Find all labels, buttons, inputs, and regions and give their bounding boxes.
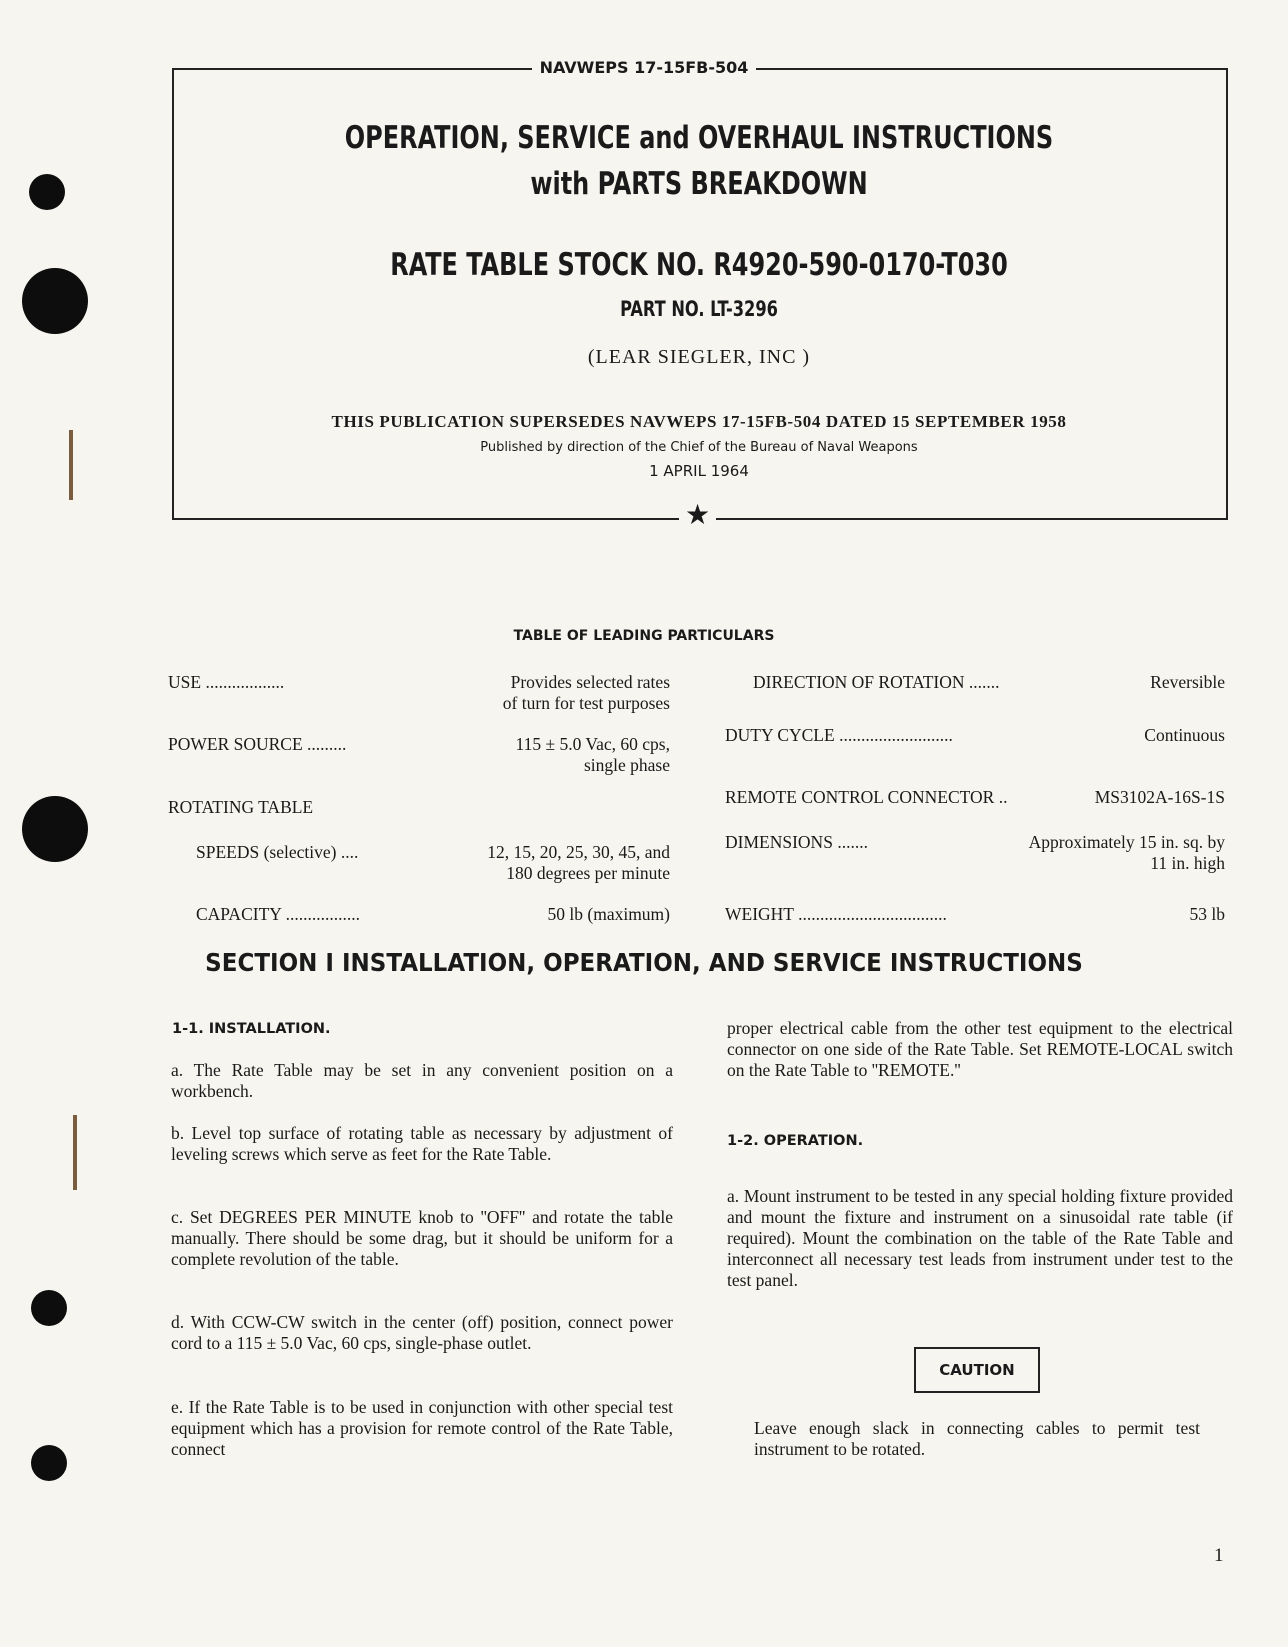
- power-value-2: single phase: [583, 755, 670, 775]
- caution-text: Leave enough slack in connecting cables to permit test instrument to be rotated.: [754, 1418, 1200, 1459]
- binder-hole-1: [29, 174, 65, 210]
- header-box-right: [1226, 68, 1228, 520]
- direction-label: DIRECTION OF ROTATION .......: [753, 672, 1000, 692]
- star-icon: ★: [679, 502, 716, 530]
- capacity-value: 50 lb (maximum): [547, 904, 670, 924]
- direction-value: Reversible: [1150, 672, 1225, 692]
- power-value-1: 115 ± 5.0 Vac, 60 cps,: [515, 734, 670, 754]
- use-label: USE ..................: [168, 672, 285, 692]
- operation-para-a: a. Mount instrument to be tested in any special holding fixture provided and mount the fixture and instrument on a sinusoidal rate table (if required). Mount the combination on the table of the Rate Table and interconnect all necessary test leads from instrument under test to the test panel.: [727, 1186, 1233, 1290]
- title-stock-number: RATE TABLE STOCK NO. R4920-590-0170-T030: [390, 247, 1008, 283]
- speeds-label: SPEEDS (selective) ....: [196, 842, 359, 862]
- operation-heading: 1-2. OPERATION.: [727, 1133, 864, 1149]
- binder-hole-4: [31, 1290, 67, 1326]
- duty-label: DUTY CYCLE ..........................: [725, 725, 953, 745]
- published-by: Published by direction of the Chief of the Bureau of Naval Weapons: [480, 440, 918, 455]
- binder-hole-2: [22, 268, 88, 334]
- capacity-label: CAPACITY .................: [196, 904, 361, 924]
- document-number: NAVWEPS 17-15FB-504: [0, 58, 1288, 77]
- use-value-2: of turn for test purposes: [502, 693, 670, 713]
- installation-heading: 1-1. INSTALLATION.: [172, 1021, 331, 1037]
- duty-value: Continuous: [1144, 725, 1225, 745]
- speeds-value-1: 12, 15, 20, 25, 30, 45, and: [487, 842, 670, 862]
- supersedes-notice: THIS PUBLICATION SUPERSEDES NAVWEPS 17-15FB-504 DATED 15 SEPTEMBER 1958: [331, 412, 1067, 431]
- binder-hole-3: [22, 796, 88, 862]
- particulars-title: TABLE OF LEADING PARTICULARS: [513, 628, 775, 644]
- installation-para-d: d. With CCW-CW switch in the center (off) position, connect power cord to a 115 ± 5.0 Vac, 60 cps, single-phase outlet.: [171, 1312, 673, 1353]
- publication-date: 1 APRIL 1964: [649, 462, 749, 480]
- section-title: SECTION I INSTALLATION, OPERATION, AND SERVICE INSTRUCTIONS: [205, 948, 1083, 977]
- page-number: 1: [1214, 1545, 1224, 1566]
- title-line-2: with PARTS BREAKDOWN: [530, 166, 868, 202]
- caution-box: CAUTION: [914, 1347, 1040, 1393]
- weight-label: WEIGHT ..................................: [725, 904, 947, 924]
- use-value-1: Provides selected rates: [510, 672, 670, 692]
- remote-value: MS3102A-16S-1S: [1094, 787, 1225, 807]
- installation-para-b: b. Level top surface of rotating table as necessary by adjustment of leveling screws which serve as feet for the Rate Table.: [171, 1123, 673, 1164]
- binder-hole-5: [31, 1445, 67, 1481]
- remote-label: REMOTE CONTROL CONNECTOR ..: [725, 787, 1008, 807]
- power-label: POWER SOURCE .........: [168, 734, 347, 754]
- speeds-value-2: 180 degrees per minute: [506, 863, 670, 883]
- binding-mark: [73, 1115, 77, 1190]
- installation-para-e-continued: proper electrical cable from the other test equipment to the electrical connector on one side of the Rate Table. Set REMOTE-LOCAL switch on the Rate Table to ''REMOTE.'': [727, 1018, 1233, 1080]
- weight-value: 53 lb: [1189, 904, 1225, 924]
- binding-mark: [69, 430, 73, 500]
- installation-para-c: c. Set DEGREES PER MINUTE knob to ''OFF'' and rotate the table manually. There should be some drag, but it should be uniform for a complete revolution of the table.: [171, 1207, 673, 1269]
- installation-para-a: a. The Rate Table may be set in any convenient position on a workbench.: [171, 1060, 673, 1101]
- dimensions-label: DIMENSIONS .......: [725, 832, 868, 852]
- installation-para-e: e. If the Rate Table is to be used in conjunction with other special test equipment which has a provision for remote control of the Rate Table, connect: [171, 1397, 673, 1459]
- title-line-1: OPERATION, SERVICE and OVERHAUL INSTRUCTIONS: [344, 120, 1054, 156]
- dimensions-value-2: 11 in. high: [1150, 853, 1225, 873]
- part-number: PART NO. LT-3296: [620, 297, 778, 321]
- dimensions-value-1: Approximately 15 in. sq. by: [1028, 832, 1225, 852]
- manufacturer: (LEAR SIEGLER, INC ): [587, 346, 811, 368]
- rotating-label: ROTATING TABLE: [168, 797, 314, 817]
